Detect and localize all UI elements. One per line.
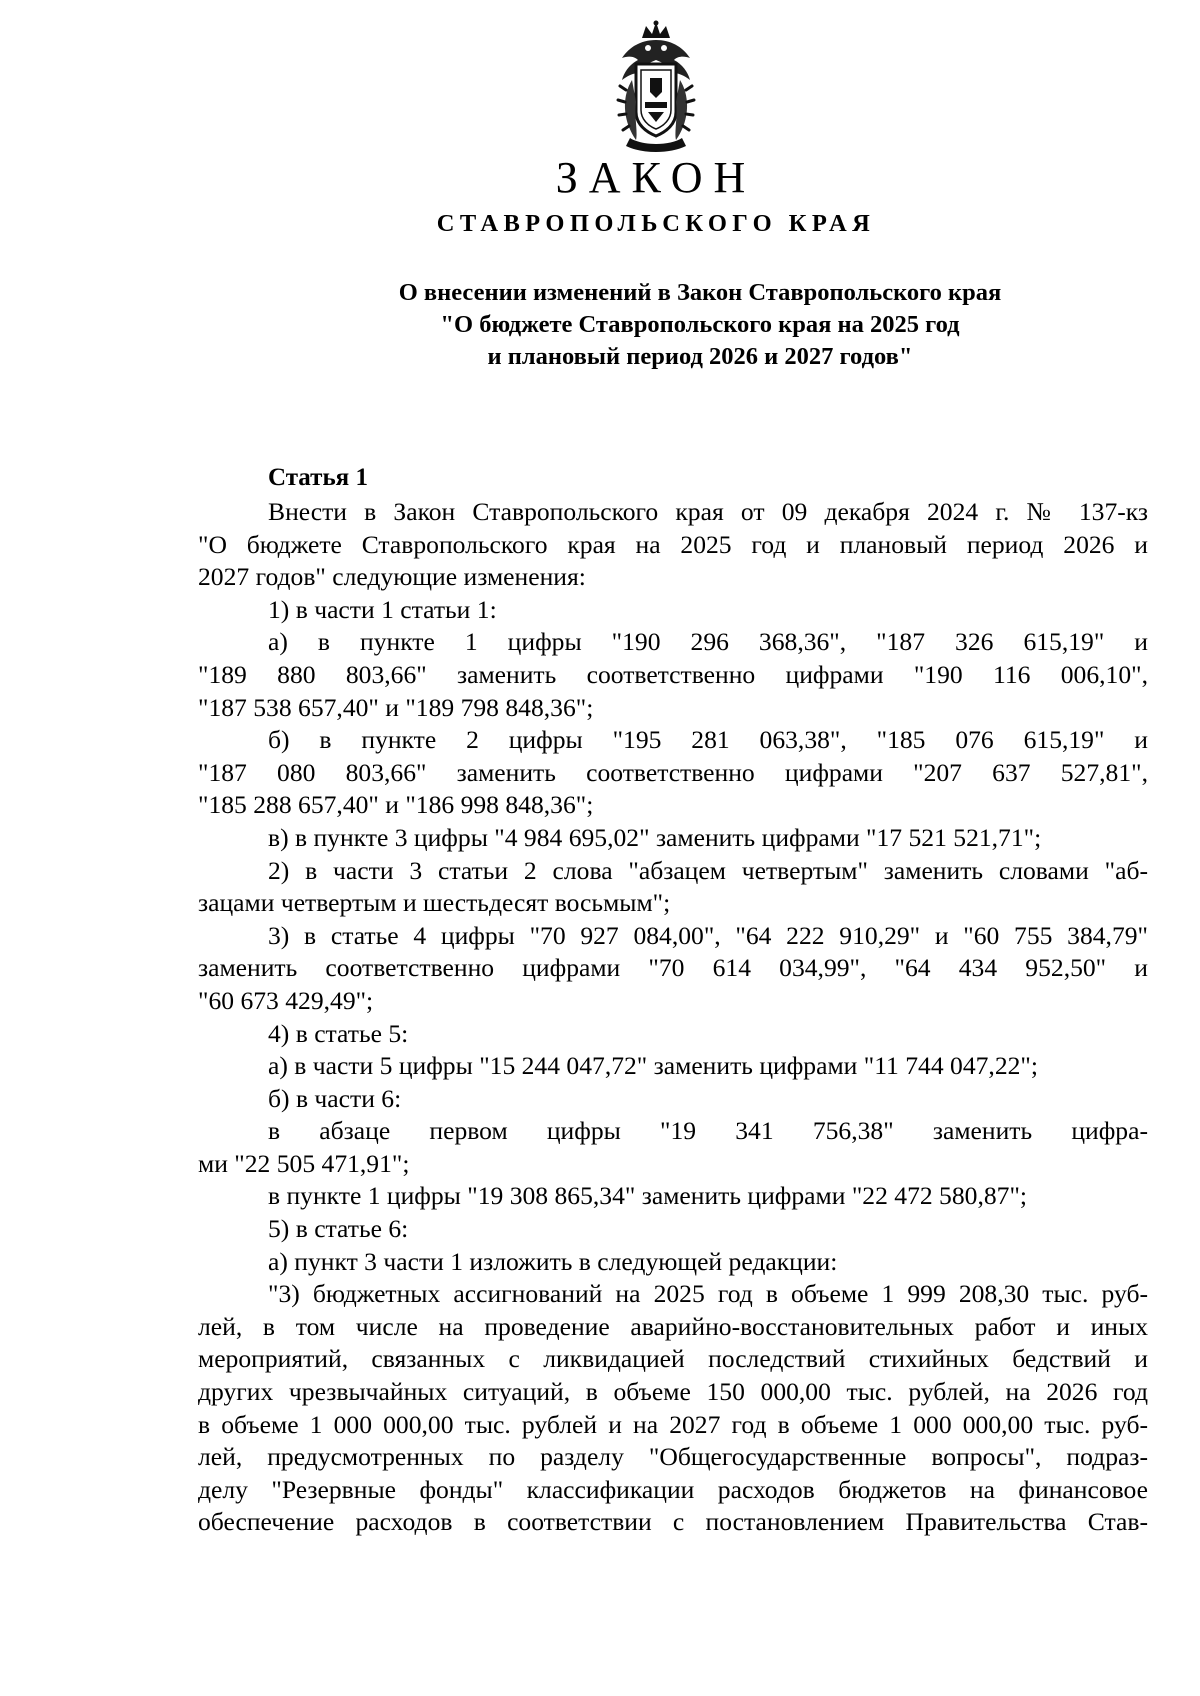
document-subtitle: СТАВРОПОЛЬСКОГО КРАЯ [436,210,876,237]
text-line: "189 880 803,66" заменить соответственно цифрами "190 116 006,10", [198,659,1148,689]
text-line: б) в части 6: [268,1083,402,1113]
text-line: в пункте 1 цифры "19 308 865,34" заменить цифрами "22 472 580,87"; [268,1181,1028,1211]
text-line: обеспечение расходов в соответствии с постановлением Правительства Став- [198,1507,1148,1537]
law-heading-line: "О бюджете Ставропольского края на 2025 год [440,311,960,338]
text-line: "60 673 429,49"; [198,985,374,1015]
text-line: Внести в Закон Ставропольского края от 09 декабря 2024 г. № 137-кз [268,497,1148,526]
text-line: "187 080 803,66" заменить соответственно цифрами "207 637 527,81", [198,757,1148,787]
text-line: в абзаце первом цифры "19 341 756,38" заменить цифра- [268,1116,1148,1146]
text-line: а) в пункте 1 цифры "190 296 368,36", "187 326 615,19" и [268,627,1148,657]
text-line: 2) в части 3 статьи 2 слова "абзацем четвертым" заменить словами "аб- [268,855,1148,885]
text-line: а) пункт 3 части 1 изложить в следующей редакции: [268,1246,838,1276]
text-line: 5) в статье 6: [268,1214,409,1244]
text-line: 3) в статье 4 цифры "70 927 084,00", "64 222 910,29" и "60 755 384,79" [268,920,1148,950]
text-line: в) в пункте 3 цифры "4 984 695,02" заменить цифрами "17 521 521,71"; [268,822,1042,852]
text-line: ми "22 505 471,91"; [198,1148,410,1178]
text-line: "185 288 657,40" и "186 998 848,36"; [198,790,594,820]
text-line: а) в части 5 цифры "15 244 047,72" заменить цифрами "11 744 047,22"; [268,1051,1038,1081]
text-line: лей, в том числе на проведение аварийно-восстановительных работ и иных [198,1311,1148,1341]
document-title: ЗАКОН [555,153,757,202]
text-line: других чрезвычайных ситуаций, в объеме 150 000,00 тыс. рублей, на 2026 год [198,1377,1148,1407]
text-line: зацами четвертым и шестьдесят восьмым"; [198,888,671,918]
law-heading-line: О внесении изменений в Закон Ставропольского края [398,279,1002,306]
text-line: 4) в статье 5: [268,1018,409,1048]
text-line: заменить соответственно цифрами "70 614 034,99", "64 434 952,50" и [198,953,1148,983]
text-line: делу "Резервные фонды" классификации расходов бюджетов на финансовое [198,1474,1148,1504]
text-line: 1) в части 1 статьи 1: [268,594,497,624]
text-line: "О бюджете Ставропольского края на 2025 год и плановый период 2026 и [198,529,1148,559]
text-line: "3) бюджетных ассигнований на 2025 год в объеме 1 999 208,30 тыс. руб- [268,1279,1148,1309]
law-heading-line: и плановый период 2026 и 2027 годов" [487,343,913,370]
article-title: Статья 1 [268,464,368,491]
text-line: 2027 годов" следующие изменения: [198,562,586,592]
article-body [198,496,1148,1539]
text-line: б) в пункте 2 цифры "195 281 063,38", "185 076 615,19" и [268,725,1148,755]
text-line: "187 538 657,40" и "189 798 848,36"; [198,692,594,722]
text-line: в объеме 1 000 000,00 тыс. рублей и на 2027 год в объеме 1 000 000,00 тыс. руб- [198,1409,1148,1439]
text-line: лей, предусмотренных по разделу "Общегосударственные вопросы", подраз- [198,1442,1148,1472]
coat-of-arms-emblem [612,20,700,160]
text-line: мероприятий, связанных с ликвидацией последствий стихийных бедствий и [198,1344,1148,1374]
